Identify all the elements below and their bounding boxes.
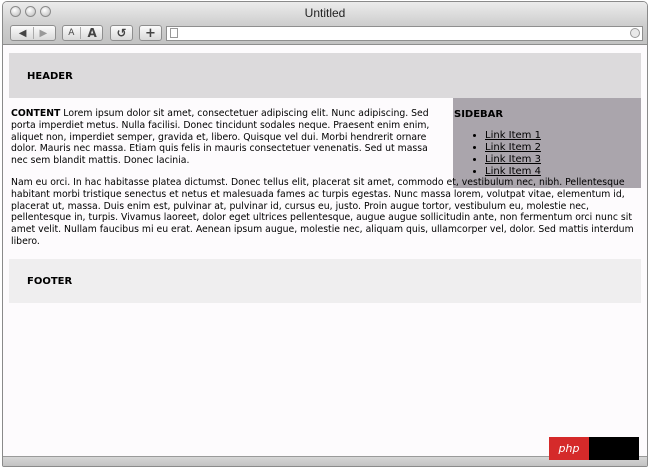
reload-icon: ↺ xyxy=(116,26,127,40)
window-title: Untitled xyxy=(304,6,346,20)
back-forward-buttons xyxy=(10,25,56,41)
page-footer xyxy=(9,259,641,303)
browser-toolbar xyxy=(3,24,647,45)
add-bookmark-button[interactable] xyxy=(139,25,162,41)
title-bar xyxy=(3,2,647,24)
sidebar-link-list xyxy=(465,130,541,178)
button-divider xyxy=(33,27,34,39)
page-viewport xyxy=(3,45,647,455)
text-bigger-button[interactable]: A xyxy=(87,26,97,40)
browser-window xyxy=(2,1,648,467)
page-header xyxy=(9,53,641,98)
sidebar-link-3[interactable]: • Link Item 3 xyxy=(485,154,541,166)
button-divider xyxy=(80,27,81,39)
sidebar-link-2[interactable]: • Link Item 2 xyxy=(485,142,541,154)
content-label: CONTENT xyxy=(11,108,61,119)
content-paragraph-2: Nam eu orci. In hac habitasse platea dictumst. Donec tellus elit, placerat sit amet, commodo et, vestibulum nec, nibh. Pellentesque habitant morbi tristique senectus et netus et malesuada fames ac turpis egestas. Nunc massa lorem, volutpat vitae, elementum id, placerat ut, massa. Duis enim est, pulvinar at, pulvinar id, cursus eu, justo. Proin augue tortor, vestibulum eu, molestie nec, pellentesque in, turpis. Vivamus laoreet, dolor eget ultrices pellentesque, augue augue sollicitudin ante, non fermentum orci nunc sit amet velit. Nullam faucibus mi eu erat. Aenean ipsum augue, molestie nec, aliquam quis, ullamcorper vel, dolor. Sed mattis interdum libero. xyxy=(11,177,634,247)
url-bar[interactable] xyxy=(166,26,643,41)
header-title: HEADER xyxy=(27,71,73,82)
add-icon: + xyxy=(145,25,156,41)
content-paragraph-1-text: Lorem ipsum dolor sit amet, consectetuer adipiscing elit. Nunc adipiscing. Sed porta imperdiet metus. Nulla facilisi. Donec tincidunt sodales neque. Praesent enim enim, aliquet non, imperdiet semper, gravida et, libero. Quisque vel dui. Morbi hendrerit ornare dolor. Mauris nec massa. Etiam quis felis in mauris consectetuer venenatis. Sed ut massa nec sem blandit mattis. Donec lacinia. xyxy=(11,108,430,167)
watermark xyxy=(549,437,639,460)
forward-arrow-icon[interactable]: ▶ xyxy=(39,27,48,39)
watermark-logo: php xyxy=(549,437,589,460)
page-icon xyxy=(170,28,178,38)
text-smaller-button[interactable]: A xyxy=(68,28,75,38)
sidebar-title: SIDEBAR xyxy=(454,109,504,120)
footer-title: FOOTER xyxy=(27,276,73,287)
page-sidebar xyxy=(453,98,641,188)
watermark-dark-block xyxy=(589,437,639,460)
refresh-icon[interactable] xyxy=(630,28,640,38)
reload-button[interactable] xyxy=(110,25,133,41)
text-size-buttons xyxy=(62,25,103,41)
sidebar-link-4[interactable]: • Link Item 4 xyxy=(485,166,541,178)
content-paragraph-1 xyxy=(11,108,447,167)
sidebar-link-1[interactable]: • Link Item 1 xyxy=(485,130,541,142)
back-arrow-icon[interactable]: ◀ xyxy=(18,27,27,39)
